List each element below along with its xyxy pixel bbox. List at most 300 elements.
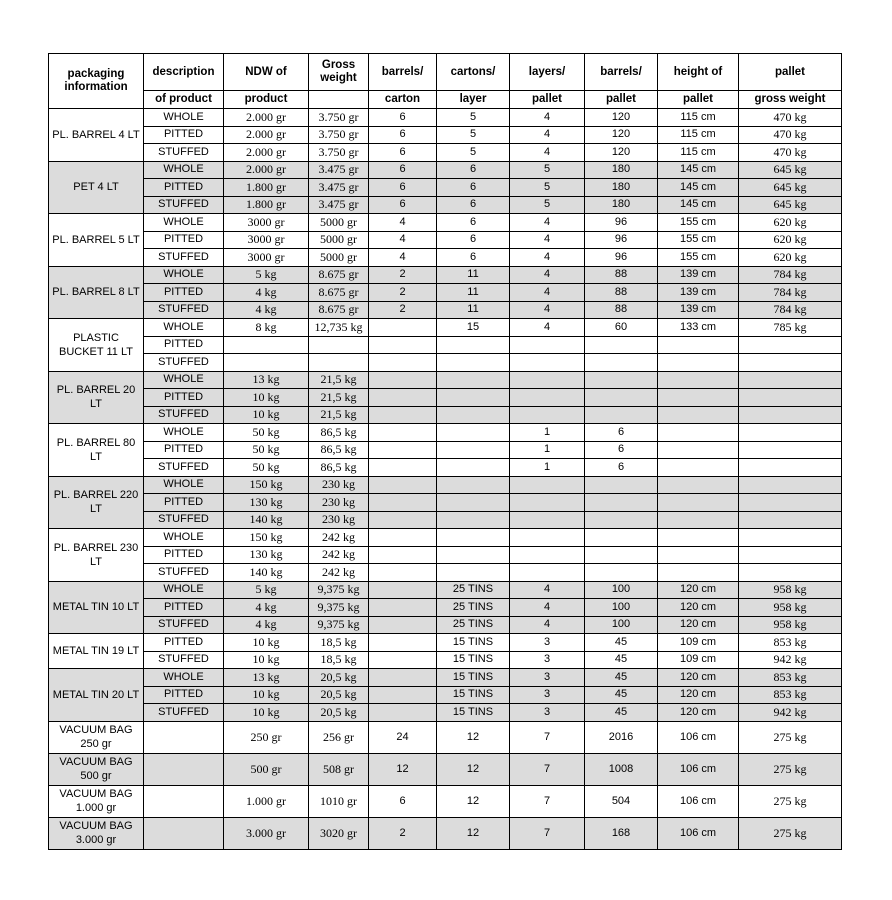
pallet-height-cell: [658, 564, 739, 582]
cartons-per-layer-cell: 11: [437, 301, 510, 319]
pallet-gross-weight-cell: 645 kg: [739, 196, 842, 214]
table-row: [49, 109, 842, 127]
packaging-type-cell: PL. BARREL 80 LT: [49, 424, 144, 477]
barrels-per-carton-cell: 6: [369, 144, 437, 162]
cartons-per-layer-cell: 5: [437, 109, 510, 127]
cartons-per-layer-cell: 6: [437, 196, 510, 214]
gross-weight-cell: 18,5 kg: [309, 651, 369, 669]
pallet-height-cell: 106 cm: [658, 785, 739, 817]
gross-weight-cell: 3.750 gr: [309, 144, 369, 162]
barrels-per-carton-cell: 4: [369, 231, 437, 249]
cartons-per-layer-cell: [437, 564, 510, 582]
pallet-height-cell: [658, 494, 739, 512]
layers-per-pallet-cell: 1: [510, 424, 585, 442]
pallet-gross-weight-cell: 275 kg: [739, 753, 842, 785]
description-cell: WHOLE: [144, 266, 224, 284]
barrels-per-pallet-cell: [585, 511, 658, 529]
ndw-cell: 10 kg: [224, 651, 309, 669]
description-cell: PITTED: [144, 336, 224, 354]
cartons-per-layer-cell: 5: [437, 126, 510, 144]
description-cell: PITTED: [144, 389, 224, 407]
pallet-height-cell: [658, 389, 739, 407]
description-cell: STUFFED: [144, 651, 224, 669]
description-cell: [144, 753, 224, 785]
barrels-per-carton-cell: [369, 669, 437, 687]
packaging-type-cell: VACUUM BAG 1.000 gr: [49, 785, 144, 817]
table-row: [49, 599, 842, 617]
barrels-per-pallet-cell: 6: [585, 424, 658, 442]
table-row: [49, 266, 842, 284]
barrels-per-carton-cell: [369, 389, 437, 407]
cartons-per-layer-cell: [437, 371, 510, 389]
pallet-height-cell: [658, 424, 739, 442]
pallet-gross-weight-cell: [739, 406, 842, 424]
barrels-per-pallet-cell: [585, 336, 658, 354]
header-ndw-sub: product: [224, 91, 309, 109]
cartons-per-layer-cell: 15 TINS: [437, 651, 510, 669]
pallet-gross-weight-cell: 942 kg: [739, 651, 842, 669]
gross-weight-cell: 20,5 kg: [309, 686, 369, 704]
barrels-per-pallet-cell: 88: [585, 284, 658, 302]
ndw-cell: 1.800 gr: [224, 196, 309, 214]
header-pallet-gross-weight-sub: gross weight: [739, 91, 842, 109]
barrels-per-carton-cell: [369, 599, 437, 617]
gross-weight-cell: 3.750 gr: [309, 109, 369, 127]
table-row: [49, 785, 842, 817]
gross-weight-cell: 8.675 gr: [309, 284, 369, 302]
layers-per-pallet-cell: [510, 564, 585, 582]
barrels-per-carton-cell: [369, 529, 437, 547]
table-row: [49, 581, 842, 599]
table-row: [49, 231, 842, 249]
gross-weight-cell: 21,5 kg: [309, 406, 369, 424]
barrels-per-pallet-cell: 180: [585, 161, 658, 179]
cartons-per-layer-cell: 25 TINS: [437, 616, 510, 634]
pallet-gross-weight-cell: 275 kg: [739, 817, 842, 849]
barrels-per-pallet-cell: 100: [585, 616, 658, 634]
header-pallet-gross-weight: pallet: [739, 54, 842, 91]
description-cell: STUFFED: [144, 704, 224, 722]
table-row: [49, 459, 842, 477]
pallet-gross-weight-cell: [739, 354, 842, 372]
cartons-per-layer-cell: 25 TINS: [437, 599, 510, 617]
barrels-per-pallet-cell: 100: [585, 599, 658, 617]
header-barrels-per-pallet: barrels/: [585, 54, 658, 91]
table-row: [49, 249, 842, 267]
table-row: [49, 721, 842, 753]
description-cell: PITTED: [144, 441, 224, 459]
header-cartons-per-layer-sub: layer: [437, 91, 510, 109]
gross-weight-cell: 3020 gr: [309, 817, 369, 849]
gross-weight-cell: [309, 336, 369, 354]
layers-per-pallet-cell: [510, 371, 585, 389]
layers-per-pallet-cell: 7: [510, 785, 585, 817]
description-cell: PITTED: [144, 686, 224, 704]
gross-weight-cell: 256 gr: [309, 721, 369, 753]
packaging-type-cell: PL. BARREL 4 LT: [49, 109, 144, 162]
layers-per-pallet-cell: 7: [510, 753, 585, 785]
table-row: [49, 424, 842, 442]
layers-per-pallet-cell: 4: [510, 284, 585, 302]
ndw-cell: 3000 gr: [224, 214, 309, 232]
cartons-per-layer-cell: 15 TINS: [437, 686, 510, 704]
gross-weight-cell: 86,5 kg: [309, 424, 369, 442]
gross-weight-cell: 3.750 gr: [309, 126, 369, 144]
table-row: [49, 817, 842, 849]
pallet-gross-weight-cell: 853 kg: [739, 634, 842, 652]
ndw-cell: 2.000 gr: [224, 144, 309, 162]
pallet-height-cell: 120 cm: [658, 704, 739, 722]
pallet-gross-weight-cell: 784 kg: [739, 266, 842, 284]
ndw-cell: 3000 gr: [224, 231, 309, 249]
barrels-per-carton-cell: [369, 354, 437, 372]
table-row: [49, 669, 842, 687]
cartons-per-layer-cell: 11: [437, 284, 510, 302]
ndw-cell: 4 kg: [224, 599, 309, 617]
layers-per-pallet-cell: 4: [510, 616, 585, 634]
table-row: [49, 494, 842, 512]
gross-weight-cell: 3.475 gr: [309, 179, 369, 197]
barrels-per-pallet-cell: 45: [585, 686, 658, 704]
ndw-cell: 13 kg: [224, 371, 309, 389]
barrels-per-pallet-cell: 120: [585, 109, 658, 127]
pallet-height-cell: [658, 529, 739, 547]
ndw-cell: 2.000 gr: [224, 161, 309, 179]
barrels-per-pallet-cell: 6: [585, 441, 658, 459]
barrels-per-carton-cell: 6: [369, 179, 437, 197]
description-cell: [144, 785, 224, 817]
gross-weight-cell: 12,735 kg: [309, 319, 369, 337]
gross-weight-cell: [309, 354, 369, 372]
ndw-cell: 1.000 gr: [224, 785, 309, 817]
table-row: [49, 546, 842, 564]
pallet-gross-weight-cell: [739, 529, 842, 547]
barrels-per-carton-cell: [369, 564, 437, 582]
pallet-gross-weight-cell: 958 kg: [739, 616, 842, 634]
cartons-per-layer-cell: [437, 476, 510, 494]
barrels-per-carton-cell: 12: [369, 753, 437, 785]
cartons-per-layer-cell: 15 TINS: [437, 704, 510, 722]
pallet-gross-weight-cell: [739, 424, 842, 442]
ndw-cell: 250 gr: [224, 721, 309, 753]
pallet-gross-weight-cell: 275 kg: [739, 785, 842, 817]
layers-per-pallet-cell: 3: [510, 669, 585, 687]
gross-weight-cell: 86,5 kg: [309, 441, 369, 459]
pallet-height-cell: 139 cm: [658, 284, 739, 302]
layers-per-pallet-cell: 5: [510, 161, 585, 179]
ndw-cell: 140 kg: [224, 511, 309, 529]
ndw-cell: 4 kg: [224, 284, 309, 302]
barrels-per-carton-cell: [369, 511, 437, 529]
barrels-per-pallet-cell: 6: [585, 459, 658, 477]
layers-per-pallet-cell: [510, 354, 585, 372]
gross-weight-cell: 18,5 kg: [309, 634, 369, 652]
pallet-height-cell: 106 cm: [658, 817, 739, 849]
ndw-cell: 500 gr: [224, 753, 309, 785]
pallet-gross-weight-cell: [739, 371, 842, 389]
pallet-height-cell: 115 cm: [658, 109, 739, 127]
description-cell: WHOLE: [144, 214, 224, 232]
pallet-height-cell: 109 cm: [658, 634, 739, 652]
barrels-per-carton-cell: [369, 494, 437, 512]
pallet-gross-weight-cell: [739, 511, 842, 529]
ndw-cell: 5 kg: [224, 266, 309, 284]
layers-per-pallet-cell: 4: [510, 581, 585, 599]
description-cell: STUFFED: [144, 616, 224, 634]
pallet-gross-weight-cell: [739, 441, 842, 459]
layers-per-pallet-cell: 5: [510, 196, 585, 214]
gross-weight-cell: 242 kg: [309, 529, 369, 547]
cartons-per-layer-cell: [437, 529, 510, 547]
barrels-per-carton-cell: 2: [369, 817, 437, 849]
layers-per-pallet-cell: [510, 529, 585, 547]
table-row: [49, 511, 842, 529]
ndw-cell: 3.000 gr: [224, 817, 309, 849]
barrels-per-pallet-cell: 60: [585, 319, 658, 337]
table-row: [49, 126, 842, 144]
barrels-per-carton-cell: [369, 424, 437, 442]
barrels-per-carton-cell: [369, 581, 437, 599]
cartons-per-layer-cell: 15 TINS: [437, 669, 510, 687]
header-height-of-pallet: height of: [658, 54, 739, 91]
ndw-cell: 50 kg: [224, 441, 309, 459]
packaging-type-cell: PLASTIC BUCKET 11 LT: [49, 319, 144, 372]
layers-per-pallet-cell: [510, 546, 585, 564]
layers-per-pallet-cell: [510, 336, 585, 354]
barrels-per-carton-cell: 6: [369, 785, 437, 817]
pallet-gross-weight-cell: 958 kg: [739, 581, 842, 599]
description-cell: PITTED: [144, 284, 224, 302]
table-row: [49, 214, 842, 232]
barrels-per-pallet-cell: 88: [585, 301, 658, 319]
pallet-gross-weight-cell: [739, 459, 842, 477]
table-row: [49, 319, 842, 337]
description-cell: STUFFED: [144, 249, 224, 267]
ndw-cell: [224, 354, 309, 372]
header-height-of-pallet-sub: pallet: [658, 91, 739, 109]
pallet-height-cell: [658, 459, 739, 477]
barrels-per-pallet-cell: 96: [585, 214, 658, 232]
ndw-cell: 13 kg: [224, 669, 309, 687]
description-cell: PITTED: [144, 634, 224, 652]
gross-weight-cell: 9,375 kg: [309, 581, 369, 599]
gross-weight-cell: 5000 gr: [309, 214, 369, 232]
layers-per-pallet-cell: 4: [510, 249, 585, 267]
cartons-per-layer-cell: [437, 441, 510, 459]
table-row: [49, 179, 842, 197]
description-cell: WHOLE: [144, 109, 224, 127]
table-row: [49, 564, 842, 582]
description-cell: STUFFED: [144, 564, 224, 582]
barrels-per-pallet-cell: [585, 564, 658, 582]
description-cell: STUFFED: [144, 406, 224, 424]
cartons-per-layer-cell: 6: [437, 249, 510, 267]
layers-per-pallet-cell: [510, 494, 585, 512]
barrels-per-carton-cell: 4: [369, 214, 437, 232]
barrels-per-pallet-cell: 96: [585, 231, 658, 249]
packaging-type-cell: PL. BARREL 20 LT: [49, 371, 144, 424]
gross-weight-cell: 3.475 gr: [309, 161, 369, 179]
pallet-height-cell: 155 cm: [658, 214, 739, 232]
packaging-type-cell: METAL TIN 10 LT: [49, 581, 144, 634]
barrels-per-carton-cell: [369, 686, 437, 704]
barrels-per-pallet-cell: 100: [585, 581, 658, 599]
gross-weight-cell: 8.675 gr: [309, 266, 369, 284]
header-ndw: NDW of: [224, 54, 309, 91]
pallet-gross-weight-cell: [739, 389, 842, 407]
packaging-type-cell: PL. BARREL 220 LT: [49, 476, 144, 529]
barrels-per-carton-cell: [369, 441, 437, 459]
barrels-per-pallet-cell: 168: [585, 817, 658, 849]
barrels-per-carton-cell: 6: [369, 196, 437, 214]
table-row: [49, 616, 842, 634]
barrels-per-pallet-cell: [585, 476, 658, 494]
pallet-height-cell: 139 cm: [658, 266, 739, 284]
barrels-per-carton-cell: [369, 616, 437, 634]
pallet-height-cell: [658, 546, 739, 564]
cartons-per-layer-cell: 6: [437, 214, 510, 232]
description-cell: WHOLE: [144, 476, 224, 494]
barrels-per-carton-cell: [369, 459, 437, 477]
ndw-cell: 130 kg: [224, 546, 309, 564]
layers-per-pallet-cell: 7: [510, 817, 585, 849]
table-row: [49, 354, 842, 372]
pallet-height-cell: 106 cm: [658, 721, 739, 753]
pallet-height-cell: 120 cm: [658, 581, 739, 599]
description-cell: STUFFED: [144, 301, 224, 319]
description-cell: WHOLE: [144, 161, 224, 179]
packaging-type-cell: VACUUM BAG 500 gr: [49, 753, 144, 785]
pallet-gross-weight-cell: 853 kg: [739, 686, 842, 704]
pallet-gross-weight-cell: 785 kg: [739, 319, 842, 337]
description-cell: PITTED: [144, 599, 224, 617]
gross-weight-cell: 8.675 gr: [309, 301, 369, 319]
ndw-cell: 150 kg: [224, 529, 309, 547]
barrels-per-carton-cell: [369, 319, 437, 337]
table-row: [49, 753, 842, 785]
cartons-per-layer-cell: [437, 546, 510, 564]
layers-per-pallet-cell: 4: [510, 231, 585, 249]
barrels-per-carton-cell: [369, 651, 437, 669]
gross-weight-cell: 21,5 kg: [309, 389, 369, 407]
layers-per-pallet-cell: 4: [510, 599, 585, 617]
table-row: [49, 406, 842, 424]
barrels-per-pallet-cell: [585, 494, 658, 512]
cartons-per-layer-cell: 25 TINS: [437, 581, 510, 599]
ndw-cell: 10 kg: [224, 704, 309, 722]
ndw-cell: 150 kg: [224, 476, 309, 494]
barrels-per-pallet-cell: 45: [585, 669, 658, 687]
cartons-per-layer-cell: 6: [437, 231, 510, 249]
pallet-gross-weight-cell: [739, 494, 842, 512]
header-gross-weight: Gross weight: [309, 54, 369, 91]
pallet-height-cell: 120 cm: [658, 616, 739, 634]
cartons-per-layer-cell: [437, 494, 510, 512]
barrels-per-pallet-cell: 180: [585, 196, 658, 214]
pallet-height-cell: [658, 476, 739, 494]
barrels-per-pallet-cell: [585, 389, 658, 407]
pallet-height-cell: 120 cm: [658, 686, 739, 704]
barrels-per-pallet-cell: [585, 529, 658, 547]
ndw-cell: 3000 gr: [224, 249, 309, 267]
layers-per-pallet-cell: 4: [510, 266, 585, 284]
description-cell: [144, 817, 224, 849]
pallet-gross-weight-cell: 853 kg: [739, 669, 842, 687]
description-cell: [144, 721, 224, 753]
cartons-per-layer-cell: 6: [437, 179, 510, 197]
header-packaging-information: packaging information: [49, 54, 144, 109]
pallet-height-cell: [658, 336, 739, 354]
layers-per-pallet-cell: 5: [510, 179, 585, 197]
layers-per-pallet-cell: [510, 476, 585, 494]
barrels-per-carton-cell: [369, 371, 437, 389]
pallet-height-cell: [658, 406, 739, 424]
pallet-height-cell: 145 cm: [658, 179, 739, 197]
cartons-per-layer-cell: 12: [437, 721, 510, 753]
gross-weight-cell: 9,375 kg: [309, 616, 369, 634]
pallet-height-cell: 115 cm: [658, 126, 739, 144]
cartons-per-layer-cell: 5: [437, 144, 510, 162]
packaging-type-cell: VACUUM BAG 3.000 gr: [49, 817, 144, 849]
pallet-height-cell: 115 cm: [658, 144, 739, 162]
pallet-gross-weight-cell: 620 kg: [739, 249, 842, 267]
pallet-gross-weight-cell: [739, 546, 842, 564]
layers-per-pallet-cell: [510, 389, 585, 407]
pallet-gross-weight-cell: 645 kg: [739, 179, 842, 197]
cartons-per-layer-cell: 12: [437, 817, 510, 849]
description-cell: STUFFED: [144, 511, 224, 529]
barrels-per-carton-cell: 4: [369, 249, 437, 267]
description-cell: WHOLE: [144, 371, 224, 389]
gross-weight-cell: 5000 gr: [309, 231, 369, 249]
table-row: [49, 529, 842, 547]
ndw-cell: [224, 336, 309, 354]
layers-per-pallet-cell: 4: [510, 319, 585, 337]
table-row: [49, 634, 842, 652]
layers-per-pallet-cell: 3: [510, 686, 585, 704]
barrels-per-pallet-cell: 504: [585, 785, 658, 817]
pallet-height-cell: [658, 371, 739, 389]
pallet-height-cell: 106 cm: [658, 753, 739, 785]
layers-per-pallet-cell: 1: [510, 441, 585, 459]
layers-per-pallet-cell: [510, 511, 585, 529]
gross-weight-cell: 20,5 kg: [309, 704, 369, 722]
ndw-cell: 140 kg: [224, 564, 309, 582]
cartons-per-layer-cell: [437, 354, 510, 372]
ndw-cell: 10 kg: [224, 686, 309, 704]
gross-weight-cell: 86,5 kg: [309, 459, 369, 477]
gross-weight-cell: 230 kg: [309, 511, 369, 529]
ndw-cell: 4 kg: [224, 616, 309, 634]
pallet-gross-weight-cell: [739, 476, 842, 494]
description-cell: STUFFED: [144, 196, 224, 214]
barrels-per-pallet-cell: 45: [585, 634, 658, 652]
barrels-per-carton-cell: [369, 634, 437, 652]
pallet-height-cell: [658, 354, 739, 372]
barrels-per-pallet-cell: 120: [585, 144, 658, 162]
pallet-gross-weight-cell: 470 kg: [739, 126, 842, 144]
description-cell: PITTED: [144, 494, 224, 512]
description-cell: STUFFED: [144, 144, 224, 162]
ndw-cell: 2.000 gr: [224, 109, 309, 127]
barrels-per-pallet-cell: 45: [585, 704, 658, 722]
cartons-per-layer-cell: [437, 406, 510, 424]
barrels-per-carton-cell: 24: [369, 721, 437, 753]
packaging-type-cell: METAL TIN 19 LT: [49, 634, 144, 669]
packaging-type-cell: PET 4 LT: [49, 161, 144, 214]
cartons-per-layer-cell: 11: [437, 266, 510, 284]
layers-per-pallet-cell: 4: [510, 144, 585, 162]
